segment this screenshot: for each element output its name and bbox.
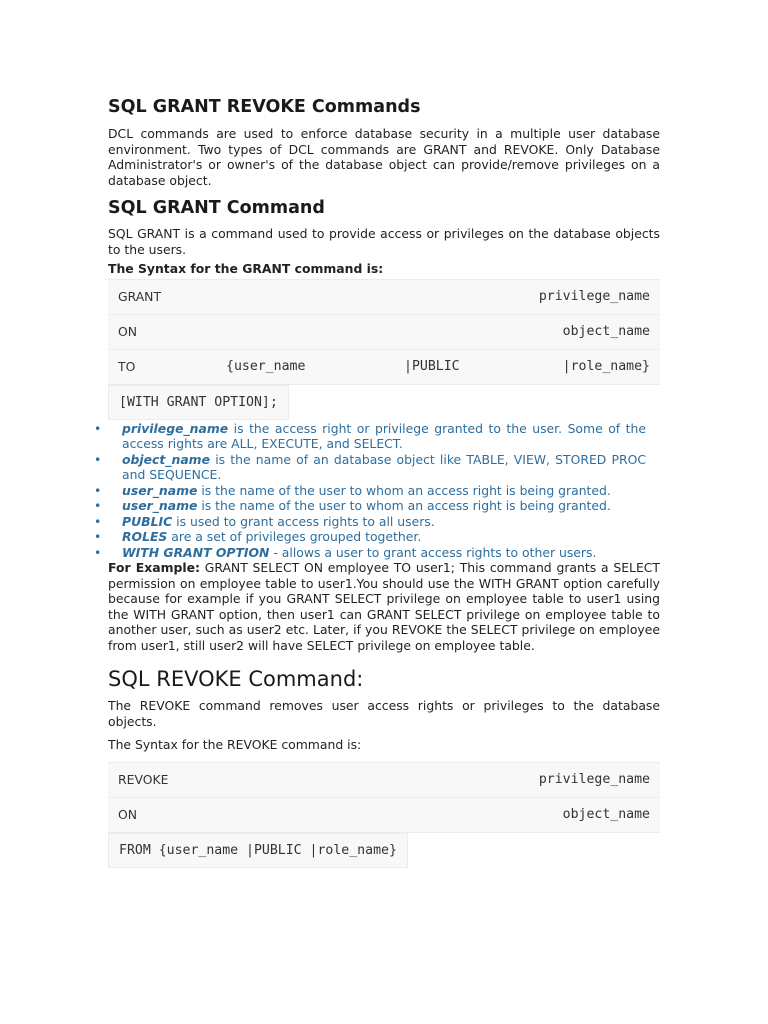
- grant-keyword: GRANT: [108, 279, 216, 314]
- list-item: [94, 529, 646, 545]
- revoke-value: privilege_name: [301, 762, 660, 797]
- grant-syntax-row: [108, 349, 660, 384]
- term-name: object_name: [122, 451, 210, 467]
- bullet-icon: •: [94, 451, 102, 467]
- to-public: |PUBLIC: [394, 349, 544, 384]
- list-item: [94, 514, 646, 530]
- term-description: is the name of the user to whom an access right is being granted.: [197, 498, 611, 513]
- term-description: is used to grant access rights to all users.: [172, 513, 435, 529]
- to-role-name: |role_name}: [544, 349, 660, 384]
- list-item: [94, 498, 646, 514]
- bullet-icon: •: [94, 482, 102, 498]
- grant-syntax-row: [108, 279, 660, 314]
- grant-terms-list: [94, 421, 646, 561]
- revoke-on-value: object_name: [301, 797, 660, 832]
- term-name: user_name: [122, 482, 198, 498]
- on-keyword: ON: [108, 314, 216, 349]
- grant-value: privilege_name: [216, 279, 660, 314]
- revoke-from-line: FROM {user_name |PUBLIC |role_name}: [108, 833, 408, 868]
- grant-example-paragraph: [108, 560, 660, 653]
- grant-description: SQL GRANT is a command used to provide access or privileges on the database objects to the users.: [108, 226, 660, 257]
- term-description: - allows a user to grant access rights to other users.: [269, 544, 597, 560]
- term-name: privilege_name: [122, 420, 229, 436]
- list-item: [94, 483, 646, 499]
- grant-syntax-label: The Syntax for the GRANT command is:: [108, 261, 384, 276]
- term-name: ROLES: [122, 529, 168, 544]
- revoke-syntax-row: [108, 762, 660, 797]
- term-name: user_name: [122, 498, 198, 513]
- intro-paragraph: DCL commands are used to enforce database security in a multiple user database environment. Two types of DCL commands are GRANT and REVOKE. Only Database Administrator's or owner's of the database object can provide/remove privileges on a database object.: [108, 126, 660, 188]
- grant-syntax-table: [108, 279, 660, 385]
- bullet-icon: •: [94, 544, 102, 560]
- list-item: [94, 421, 646, 452]
- bullet-icon: •: [94, 513, 102, 529]
- revoke-syntax-label: The Syntax for the REVOKE command is:: [108, 737, 362, 752]
- page-title: SQL GRANT REVOKE Commands: [108, 97, 421, 117]
- revoke-syntax-table: [108, 762, 660, 833]
- list-item: [94, 452, 646, 483]
- on-value: object_name: [216, 314, 660, 349]
- term-name: WITH GRANT OPTION: [122, 544, 270, 560]
- grant-syntax-row: [108, 314, 660, 349]
- term-name: PUBLIC: [122, 513, 173, 529]
- to-keyword: TO: [108, 349, 216, 384]
- example-label: For Example:: [108, 560, 200, 575]
- bullet-icon: •: [94, 498, 102, 513]
- term-description: are a set of privileges grouped together.: [167, 529, 422, 544]
- document-page: [94, 96, 660, 868]
- list-item: [94, 545, 646, 561]
- grant-heading: SQL GRANT Command: [108, 198, 325, 218]
- bullet-icon: •: [94, 529, 102, 544]
- term-description: is the access right or privilege granted to the user. Some of the access rights are ALL, EXECUTE, and SELECT.: [122, 420, 646, 451]
- term-description: is the name of the user to whom an access right is being granted.: [197, 482, 611, 498]
- to-user-name: {user_name: [216, 349, 394, 384]
- revoke-syntax-row: [108, 797, 660, 832]
- revoke-keyword: REVOKE: [108, 762, 301, 797]
- revoke-heading: SQL REVOKE Command:: [108, 667, 364, 691]
- bullet-icon: •: [94, 420, 102, 436]
- revoke-description: The REVOKE command removes user access rights or privileges to the database objects.: [108, 698, 660, 729]
- example-text: GRANT SELECT ON employee TO user1; This command grants a SELECT permission on employee table to user1.You should use the WITH GRANT option carefully because for example if you GRANT SELECT privilege on employee table to user1 using the WITH GRANT option, then user1 can GRANT SELECT privilege on employee table to another user, such as user2 etc. Later, if you REVOKE the SELECT privilege on employee from user1, still user2 will have SELECT privilege on employee table.: [108, 560, 660, 653]
- with-grant-option-line: [WITH GRANT OPTION];: [108, 385, 289, 420]
- revoke-on-keyword: ON: [108, 797, 301, 832]
- term-description: is the name of an database object like TABLE, VIEW, STORED PROC and SEQUENCE.: [122, 451, 646, 482]
